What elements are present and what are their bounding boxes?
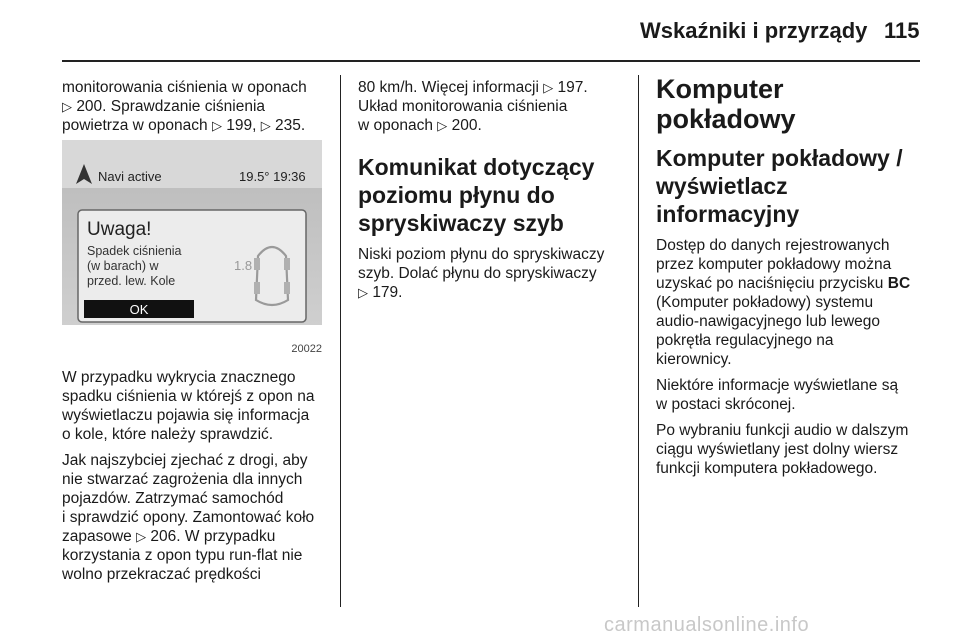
column-divider [638,75,639,607]
display-illustration [62,140,322,355]
paragraph: Niski poziom płynu do spryskiwaczy szyb. Dolać płynu do spryskiwaczy ▷ 179. [358,246,605,301]
pressure-value: 1.8 [234,258,253,273]
triangle-right-icon: ▷ [260,118,271,133]
warning-title: Uwaga! [87,219,152,240]
bc-button-label: BC [887,275,911,292]
figure-number: 20022 [291,343,322,355]
triangle-right-icon: ▷ [437,118,448,133]
watermark: carmanualsonline.info [604,614,810,636]
section-heading: Komunikat dotyczący poziomu płynu do spryskiwaczy szyb [358,154,595,236]
triangle-right-icon: ▷ [358,285,368,300]
paragraph: Niektóre informacje wyświetlane są w postaci skróconej. [656,377,899,413]
triangle-right-icon: ▷ [62,99,72,114]
warning-line: Spadek ciśnienia [87,244,182,258]
paragraph: Po wybraniu funkcji audio w dalszym ciągu wyświetlany jest dolny wiersz funkcji komputera pokładowego. [656,422,909,477]
column-1-lower [62,368,332,591]
chapter-heading: Komputer pokładowy [656,74,796,134]
column-2 [358,78,630,309]
paragraph: monitorowania ciśnienia w oponach ▷ 200. Sprawdzanie ciśnienia powietrza w oponach ▷ 199, ▷ 235. [62,79,307,134]
paragraph: Dostęp do danych rejestrowanych przez komputer pokładowy można uzyskać po naciśnięciu przycisku BC (Komputer pokładowy) systemu audio-nawigacyjnego lub lewego pokrętła regulacyjnego na kierownicy. [656,237,911,368]
paragraph: Jak najszybciej zjechać z drogi, aby nie stwarzać zagrożenia dla innych pojazdów. Zatrzymać samochód i sprawdzić opony. Zamontować koło zapasowe ▷ 206. W przypadku korzystania z opon typu run-flat nie wolno przekraczać prędkości [62,452,315,583]
ok-label: OK [129,302,149,317]
triangle-right-icon: ▷ [136,529,147,544]
paragraph: W przypadku wykrycia znacznego spadku ciśnienia w którejś z opon na wyświetlaczu pojawia się informacja o kole, które należy sprawdzić. [62,369,315,443]
column-3 [656,74,926,485]
paragraph: 80 km/h. Więcej informacji ▷ 197. Układ monitorowania ciśnienia w oponach ▷ 200. [358,79,588,134]
tire-pressure-display-figure [62,140,322,355]
page-number: 115 [884,18,920,43]
navi-label: Navi active [98,169,162,184]
column-divider [340,75,341,607]
triangle-right-icon: ▷ [211,118,222,133]
warning-line: przed. lew. Kole [87,274,176,288]
section-heading: Komputer pokładowy / wyświetlacz informacyjny [656,145,903,227]
column-1 [62,78,332,142]
warning-line: (w barach) w [87,259,159,273]
header-rule [62,60,920,62]
status-text: 19.5° 19:36 [239,169,306,184]
header-title: Wskaźniki i przyrządy [640,18,868,43]
triangle-right-icon: ▷ [543,80,554,95]
